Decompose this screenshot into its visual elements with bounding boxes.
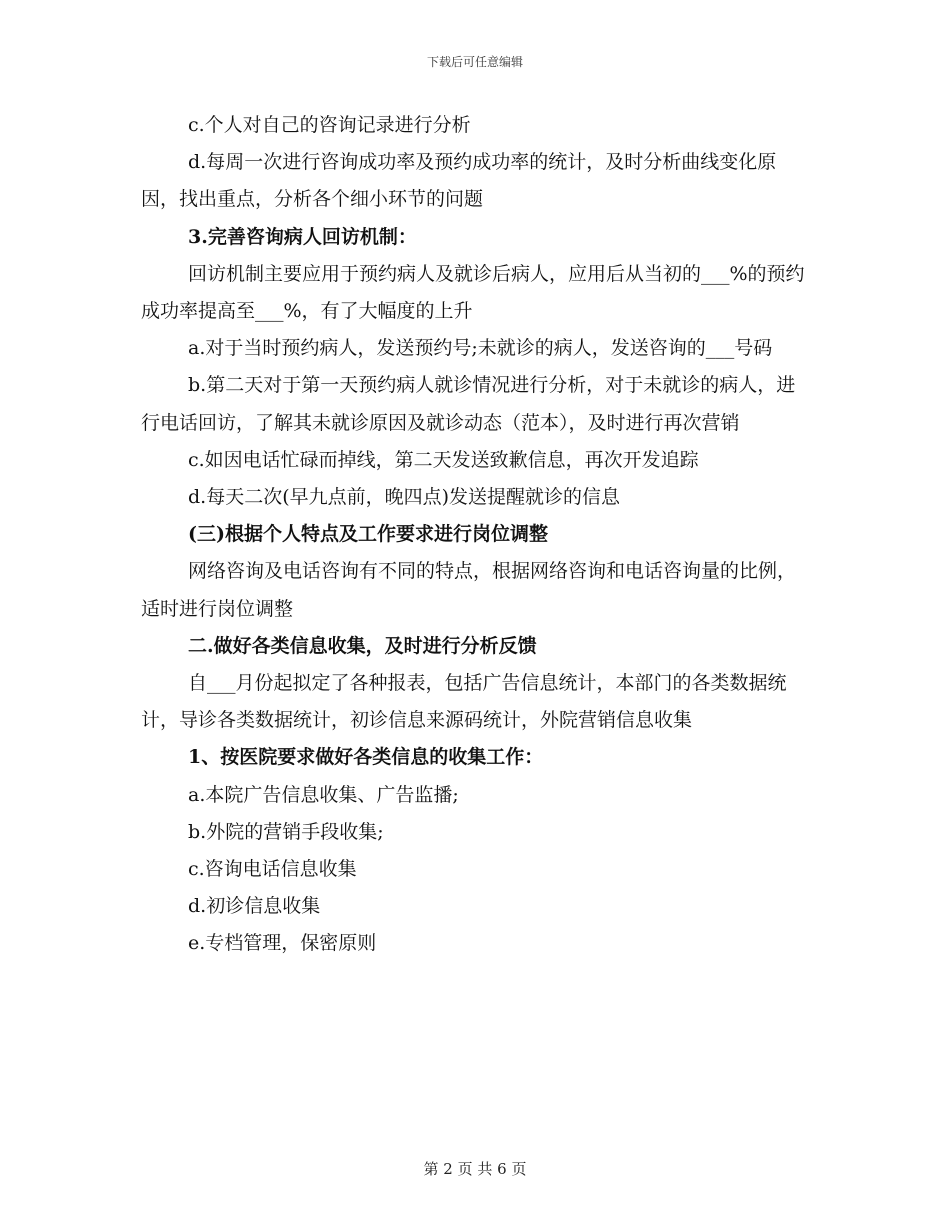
paragraph-12: 自___月份起拟定了各种报表，包括广告信息统计，本部门的各类数据统计，导诊各类数据统计，初诊信息来源码统计，外院营销信息收集 [141, 672, 787, 732]
section-heading-er: 二.做好各类信息收集，及时进行分析反馈 [188, 634, 537, 657]
paragraph-6: b.第二天对于第一天预约病人就诊情况进行分析，对于未就诊的病人，进行电话回访，了解其未就诊原因及就诊动态（范本），及时进行再次营销 [141, 374, 796, 434]
section-heading-san: (三)根据个人特点及工作要求进行岗位调整 [188, 523, 548, 546]
section-heading-3: 3.完善咨询病人回访机制： [188, 225, 417, 248]
paragraph-8: d.每天二次(早九点前，晚四点)发送提醒就诊的信息 [188, 486, 621, 509]
paragraph-5: a.对于当时预约病人，发送预约号;未就诊的病人，发送咨询的___号码 [188, 337, 773, 360]
paragraph-1: c.个人对自己的咨询记录进行分析 [188, 114, 471, 136]
paragraph-4: 回访机制主要应用于预约病人及就诊后病人，应用后从当初的___%的预约成功率提高至___%，有了大幅度的上升 [141, 262, 805, 323]
page-number-footer: 第 2 页 共 6 页 [423, 1160, 527, 1178]
section-heading-1: 1、按医院要求做好各类信息的收集工作： [188, 746, 544, 769]
paragraph-7: c.如因电话忙碌而掉线，第二天发送致歉信息，再次开发追踪 [188, 448, 699, 471]
paragraph-15: b.外院的营销手段收集; [188, 820, 384, 843]
paragraph-17: d.初诊信息收集 [188, 895, 321, 918]
paragraph-2: d.每周一次进行咨询成功率及预约成功率的统计，及时分析曲线变化原因，找出重点，分析各个细小环节的问题 [141, 151, 777, 211]
document-body [141, 107, 811, 963]
paragraph-10: 网络咨询及电话咨询有不同的特点，根据网络咨询和电话咨询量的比例，适时进行岗位调整 [141, 560, 797, 620]
paragraph-18: e.专档管理，保密原则 [188, 932, 377, 955]
paragraph-14: a.本院广告信息收集、广告监播; [188, 783, 459, 806]
page-header: 下载后可任意编辑 [426, 55, 523, 69]
paragraph-16: c.咨询电话信息收集 [188, 858, 357, 881]
